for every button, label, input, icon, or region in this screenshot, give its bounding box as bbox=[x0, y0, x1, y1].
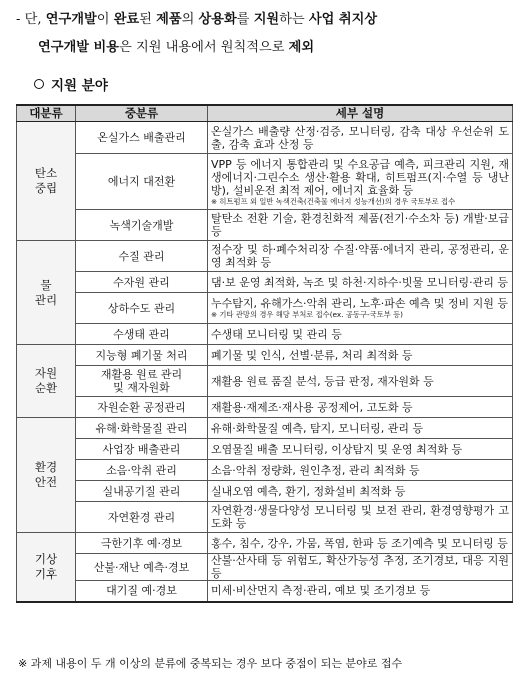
subcategory-cell: 대기질 예·경보 bbox=[76, 581, 208, 602]
detail-cell bbox=[208, 439, 513, 460]
detail-cell bbox=[208, 481, 513, 502]
subcategory-cell: 지능형 폐기물 처리 bbox=[76, 345, 208, 366]
detail-cell bbox=[208, 554, 513, 581]
detail-text: 자연환경·생물다양성 모니터링 및 보전 관리, 환경영향평가 고도화 등 bbox=[211, 504, 509, 530]
detail-cell bbox=[208, 397, 513, 418]
detail-text: 재활용·재제조·재사용 공정제어, 고도화 등 bbox=[211, 400, 413, 414]
header-detail: 세부 설명 bbox=[208, 105, 513, 122]
table-row bbox=[17, 581, 513, 602]
detail-note: ※ 기타 관망의 경우 해당 부처로 접수(ex. 공동구-국토부 등) bbox=[211, 310, 404, 319]
subcategory-cell: 유해·화학물질 관리 bbox=[76, 418, 208, 439]
header-subcategory: 중분류 bbox=[76, 105, 208, 122]
table-row bbox=[17, 293, 513, 324]
table-row bbox=[17, 502, 513, 533]
subcategory-cell: 녹색기술개발 bbox=[76, 210, 208, 241]
subcategory-cell: 실내공기질 관리 bbox=[76, 481, 208, 502]
detail-text: 댐·보 운영 최적화, 녹조 및 하천·지하수·빗물 모니터링·관리 등 bbox=[211, 275, 508, 289]
detail-text: 유해·화학물질 예측, 탐지, 모니터링, 관리 등 bbox=[211, 421, 424, 435]
detail-text: 폐기물 및 인식, 선별·분류, 처리 최적화 등 bbox=[211, 348, 413, 362]
detail-cell bbox=[208, 418, 513, 439]
category-cell: 환경 안전 bbox=[17, 418, 76, 533]
subcategory-cell: 극한기후 예·경보 bbox=[76, 533, 208, 554]
detail-text: 산불·산사태 등 위험도, 확산가능성 추정, 조기경보, 대응 지원 등 bbox=[211, 554, 509, 580]
section-heading bbox=[34, 74, 108, 94]
category-cell: 물 관리 bbox=[17, 241, 76, 345]
detail-cell bbox=[208, 272, 513, 293]
circle-bullet-icon bbox=[34, 79, 44, 89]
footer-note: ※ 과제 내용이 두 개 이상의 분류에 중복되는 경우 보다 중점이 되는 분야로 접수 bbox=[18, 657, 403, 670]
subcategory-cell: 재활용 원료 관리 및 재자원화 bbox=[76, 366, 208, 397]
detail-text: 실내오염 예측, 환기, 정화설비 최적화 등 bbox=[211, 484, 406, 498]
subcategory-cell: 자원순환 공정관리 bbox=[76, 397, 208, 418]
table-row bbox=[17, 324, 513, 345]
subcategory-cell: 상하수도 관리 bbox=[76, 293, 208, 324]
detail-cell bbox=[208, 154, 513, 210]
intro-line-1: - 단, 연구개발이 완료된 제품의 상용화를 지원하는 사업 취지상 bbox=[16, 12, 378, 27]
detail-text: 오염물질 배출 모니터링, 이상탐지 및 운영 최적화 등 bbox=[211, 442, 463, 456]
subcategory-cell: 소음·악취 관리 bbox=[76, 460, 208, 481]
intro-line-2: 연구개발 비용은 지원 내용에서 원칙적으로 제외 bbox=[38, 40, 315, 55]
detail-cell bbox=[208, 366, 513, 397]
table-row bbox=[17, 122, 513, 154]
detail-text: 수생태 모니터링 및 관리 등 bbox=[211, 327, 342, 341]
table-row bbox=[17, 154, 513, 210]
table-row bbox=[17, 481, 513, 502]
detail-text: 홍수, 침수, 강우, 가뭄, 폭염, 한파 등 조기예측 및 모니터링 등 bbox=[211, 536, 508, 550]
table-row bbox=[17, 439, 513, 460]
detail-note: ※ 히트펌프 외 일반 녹색건축(건축물 에너지 성능개선)의 경우 국토부로 접수 bbox=[211, 196, 456, 206]
subcategory-cell: 수생태 관리 bbox=[76, 324, 208, 345]
table-row bbox=[17, 272, 513, 293]
table-row bbox=[17, 397, 513, 418]
category-cell: 자원 순환 bbox=[17, 345, 76, 418]
detail-text: 미세·비산먼지 측정·관리, 예보 및 조기경보 등 bbox=[211, 584, 431, 598]
subcategory-cell: 에너지 대전환 bbox=[76, 154, 208, 210]
detail-cell bbox=[208, 533, 513, 554]
detail-text: 탈탄소 전환 기술, 환경친화적 제품(전기·수소차 등) 개발·보급 등 bbox=[211, 212, 509, 238]
header-category: 대분류 bbox=[17, 105, 76, 122]
subcategory-cell: 자연환경 관리 bbox=[76, 502, 208, 533]
table-row bbox=[17, 460, 513, 481]
intro-note bbox=[16, 6, 512, 62]
table-header-row bbox=[17, 105, 513, 122]
support-area-table bbox=[16, 104, 513, 603]
detail-cell bbox=[208, 293, 513, 324]
detail-cell bbox=[208, 502, 513, 533]
table-row bbox=[17, 345, 513, 366]
detail-cell bbox=[208, 460, 513, 481]
detail-cell bbox=[208, 122, 513, 154]
detail-text: 누수탐지, 유해가스·악취 관리, 노후·파손 예측 및 정비 지원 등 bbox=[211, 297, 508, 310]
category-cell: 탄소 중립 bbox=[17, 122, 76, 241]
table-row bbox=[17, 210, 513, 241]
detail-text: VPP 등 에너지 통합관리 및 수요공급 예측, 피크관리 지원, 재생에너지·그린수소 생산·활용 확대, 히트펌프(지·수열 등 냉난방), 설비운전 최적 제어, 에너지 효율화 등 bbox=[211, 157, 509, 197]
subcategory-cell: 수자원 관리 bbox=[76, 272, 208, 293]
subcategory-cell: 온실가스 배출관리 bbox=[76, 122, 208, 154]
detail-text: 재활용 원료 품질 분석, 등급 판정, 재자원화 등 bbox=[211, 374, 434, 388]
subcategory-cell: 사업장 배출관리 bbox=[76, 439, 208, 460]
table-row bbox=[17, 533, 513, 554]
section-title: 지원 분야 bbox=[51, 78, 108, 94]
subcategory-cell: 수질 관리 bbox=[76, 241, 208, 272]
table-row bbox=[17, 366, 513, 397]
detail-cell bbox=[208, 324, 513, 345]
category-cell: 기상 기후 bbox=[17, 533, 76, 602]
detail-cell bbox=[208, 241, 513, 272]
subcategory-cell: 산불·재난 예측·경보 bbox=[76, 554, 208, 581]
detail-cell bbox=[208, 345, 513, 366]
detail-cell bbox=[208, 581, 513, 602]
table-row bbox=[17, 418, 513, 439]
detail-text: 온실가스 배출량 산정·검증, 모니터링, 감축 대상 우선순위 도출, 감축 효과 산정 등 bbox=[211, 124, 509, 151]
table-row bbox=[17, 241, 513, 272]
detail-text: 소음·악취 정량화, 원인추정, 관리 최적화 등 bbox=[211, 463, 420, 477]
table-body bbox=[17, 122, 513, 602]
detail-text: 정수장 및 하·폐수처리장 수질·약품·에너지 관리, 공정관리, 운영 최적화 등 bbox=[211, 243, 509, 269]
detail-cell bbox=[208, 210, 513, 241]
table-row bbox=[17, 554, 513, 581]
